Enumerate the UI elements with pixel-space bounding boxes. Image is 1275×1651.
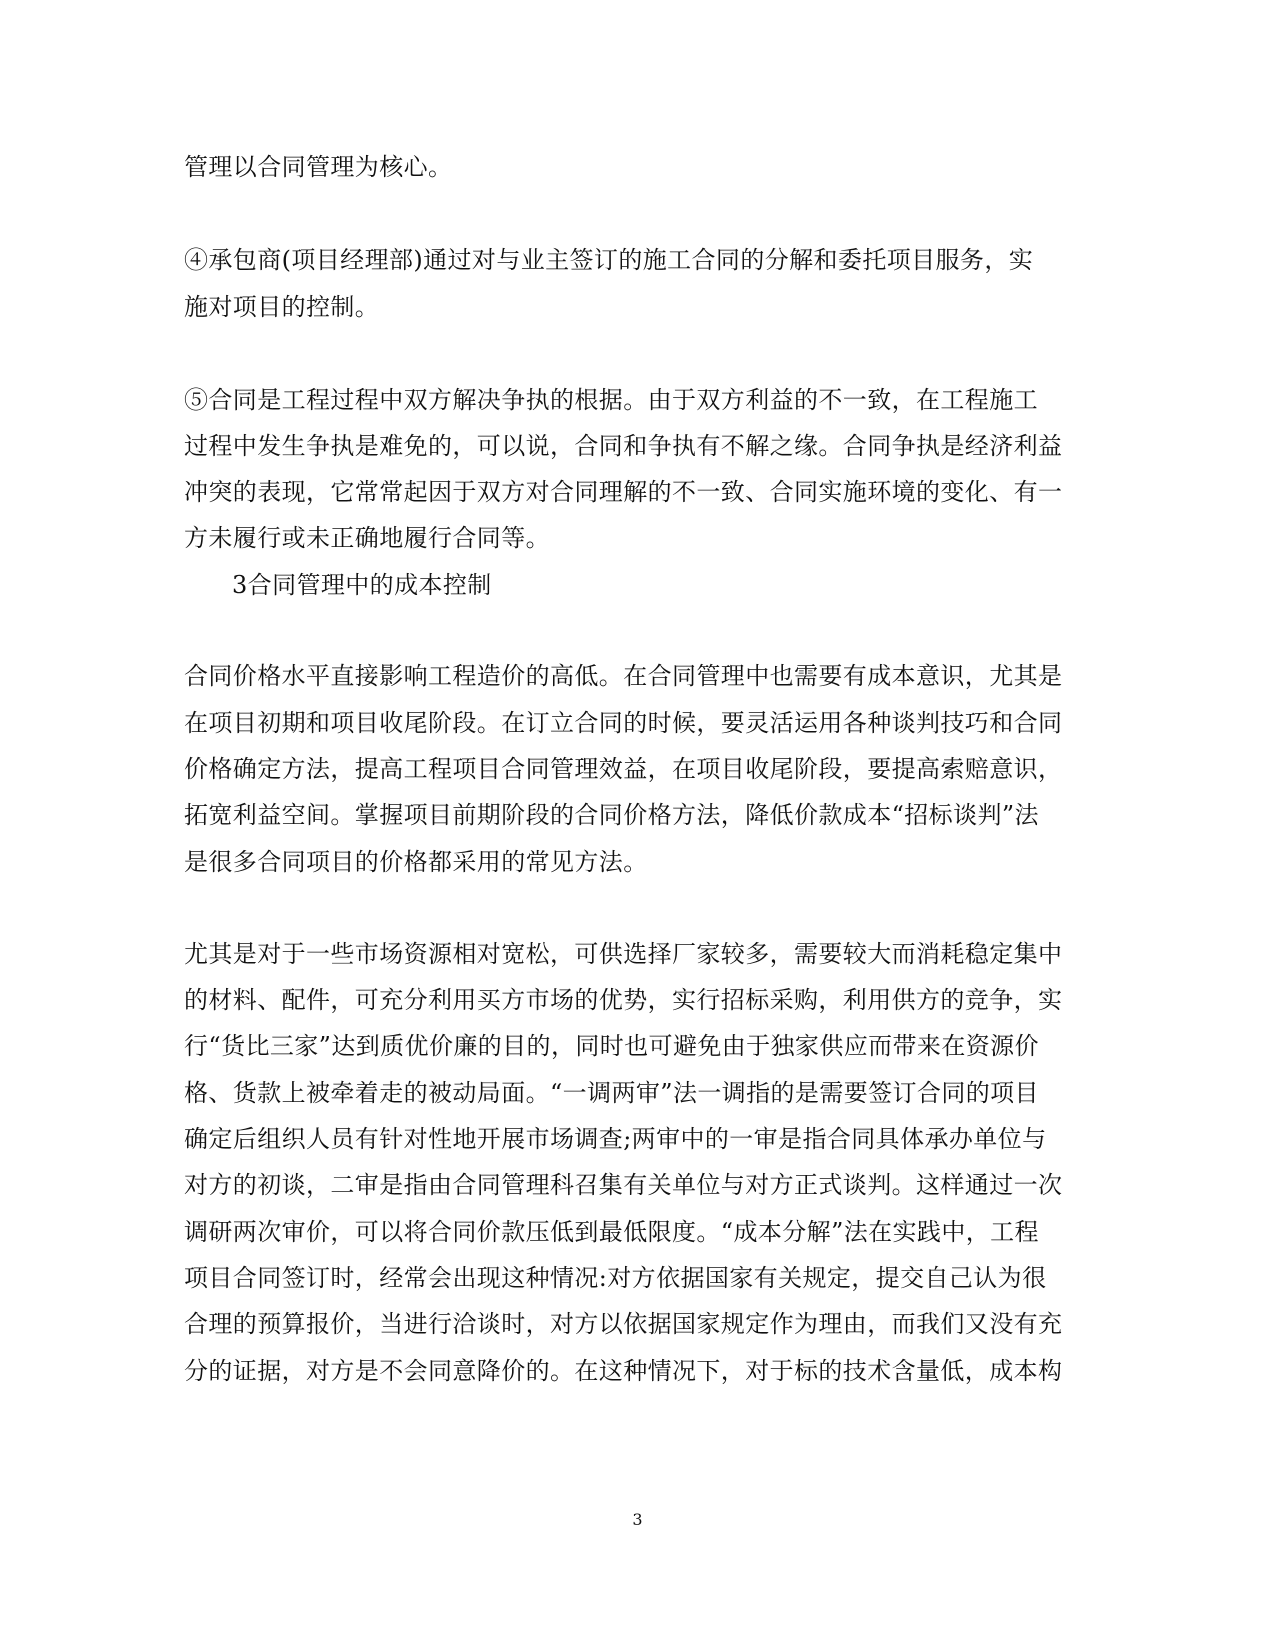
paragraph-5-line-5: 确定后组织人员有针对性地开展市场调查;两审中的一审是指合同具体承办单位与 <box>184 1125 1047 1153</box>
paragraph-5-line-9: 合理的预算报价，当进行洽谈时，对方以依据国家规定作为理由，而我们又没有充 <box>184 1310 1063 1338</box>
paragraph-3-line-4: 方未履行或未正确地履行合同等。 <box>184 524 550 552</box>
paragraph-4-line-3: 价格确定方法，提高工程项目合同管理效益，在项目收尾阶段，要提高索赔意识， <box>184 755 1063 783</box>
paragraph-2-line-2: 施对项目的控制。 <box>184 293 380 321</box>
paragraph-5-line-3: 行“货比三家”达到质优价廉的目的，同时也可避免由于独家供应而带来在资源价 <box>184 1032 1039 1060</box>
paragraph-3-line-1: ⑤合同是工程过程中双方解决争执的根据。由于双方利益的不一致，在工程施工 <box>184 386 1038 414</box>
page-number: 3 <box>632 1510 643 1529</box>
paragraph-5-line-1: 尤其是对于一些市场资源相对宽松，可供选择厂家较多，需要较大而消耗稳定集中 <box>184 940 1063 968</box>
paragraph-5-line-6: 对方的初谈，二审是指由合同管理科召集有关单位与对方正式谈判。这样通过一次 <box>184 1171 1063 1199</box>
paragraph-1-line-1: 管理以合同管理为核心。 <box>184 153 453 181</box>
paragraph-5-line-4: 格、货款上被牵着走的被动局面。“一调两审”法一调指的是需要签订合同的项目 <box>184 1079 1039 1107</box>
section-heading: 3合同管理中的成本控制 <box>232 571 492 599</box>
paragraph-3-line-2: 过程中发生争执是难免的，可以说，合同和争执有不解之缘。合同争执是经济利益 <box>184 432 1063 460</box>
paragraph-5-line-10: 分的证据，对方是不会同意降价的。在这种情况下，对于标的技术含量低，成本构 <box>184 1357 1063 1385</box>
paragraph-4-line-4: 拓宽利益空间。掌握项目前期阶段的合同价格方法，降低价款成本“招标谈判”法 <box>184 801 1039 829</box>
paragraph-5-line-8: 项目合同签订时，经常会出现这种情况:对方依据国家有关规定，提交自己认为很 <box>184 1264 1047 1292</box>
paragraph-3-line-3: 冲突的表现，它常常起因于双方对合同理解的不一致、合同实施环境的变化、有一 <box>184 478 1063 506</box>
paragraph-4-line-5: 是很多合同项目的价格都采用的常见方法。 <box>184 848 648 876</box>
paragraph-5-line-7: 调研两次审价，可以将合同价款压低到最低限度。“成本分解”法在实践中，工程 <box>184 1218 1039 1246</box>
paragraph-5-line-2: 的材料、配件，可充分利用买方市场的优势，实行招标采购，利用供方的竞争，实 <box>184 986 1063 1014</box>
paragraph-4-line-2: 在项目初期和项目收尾阶段。在订立合同的时候，要灵活运用各种谈判技巧和合同 <box>184 709 1063 737</box>
paragraph-4-line-1: 合同价格水平直接影响工程造价的高低。在合同管理中也需要有成本意识，尤其是 <box>184 662 1063 690</box>
paragraph-2-line-1: ④承包商(项目经理部)通过对与业主签订的施工合同的分解和委托项目服务，实 <box>184 246 1034 274</box>
